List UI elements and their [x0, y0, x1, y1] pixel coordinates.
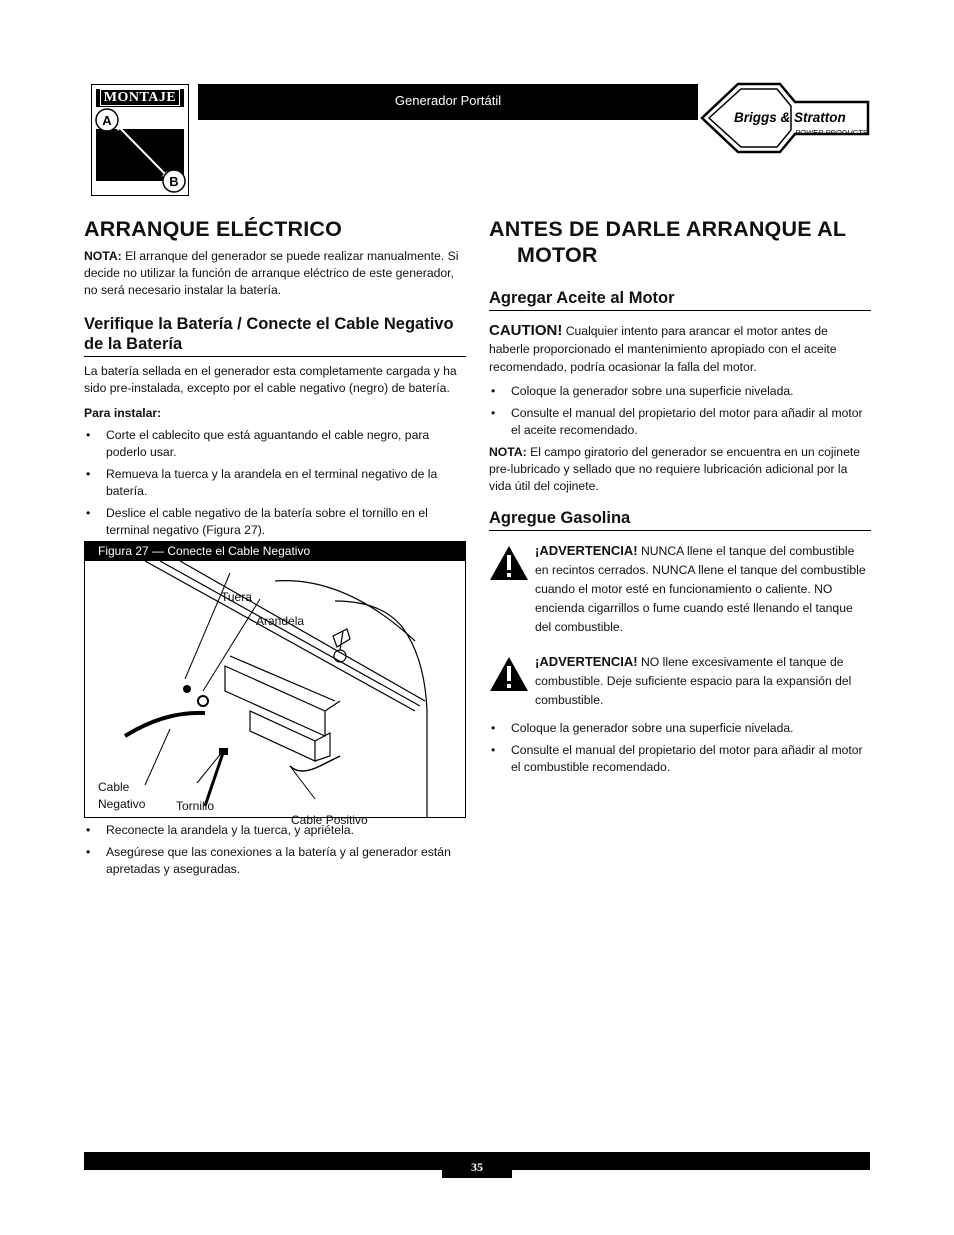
logo-brand: Briggs & Stratton	[734, 110, 846, 125]
battery-intro: La batería sellada en el generador esta completamente cargada y ha sido pre-instalada, excepto por el cable negativo (negro) de batería.	[84, 364, 457, 395]
note-text: El arranque del generador se puede realizar manualmente. Si decide no utilizar la función de arranque eléctrico de este generador, no será necesario instalar la batería.	[84, 249, 459, 297]
before-start-heading: ANTES DE DARLE ARRANQUE AL MOTOR	[489, 217, 846, 267]
warning-1-text: NUNCA llene el tanque del combustible en recintos cerrados. NUNCA llene el tanque del combustible cuando el motor esté en funcionamiento o caliente. NO encienda cigarrillos o fume cuando esté llenando el tanque del combustible.	[535, 544, 866, 634]
battery-subheading	[84, 314, 466, 357]
list-item: • Consulte el manual del propietario del motor para añadir al motor el aceite recomendado.	[489, 405, 871, 439]
briggs-stratton-logo	[700, 82, 870, 154]
label-arandela: Arandela	[256, 614, 305, 628]
letter-b: B	[169, 174, 179, 189]
warning-box-2	[489, 652, 871, 710]
label-tornillo: Tornillo	[176, 799, 215, 813]
warning-triangle-icon	[489, 656, 529, 692]
fuel-subheading: Agregue Gasolina	[489, 508, 871, 531]
install-steps	[84, 427, 466, 539]
caution-text: Cualquier intento para arancar el motor antes de haberle proporcionado el mantenimiento apropiado con el aceite recomendado, podría ocasionar la falla del motor.	[489, 324, 837, 374]
warning-2-label: ¡ADVERTENCIA!	[535, 654, 638, 669]
figure-drawing	[84, 561, 466, 827]
oil-note	[489, 444, 871, 495]
figure-caption: Figura 27 — Conecte el Cable Negativo	[84, 541, 466, 561]
oil-steps	[489, 383, 871, 439]
section-badge	[91, 84, 189, 196]
logo-sub: POWER PRODUCTS	[795, 128, 868, 137]
list-item: • Asegúrese que las conexiones a la batería y al generador están apretadas y aseguradas.	[84, 844, 466, 878]
label-cable-negativo-2: Negativo	[98, 797, 146, 811]
list-item: • Reconecte la arandela y la tuerca, y apriétela.	[84, 822, 466, 839]
right-column	[489, 216, 871, 781]
figure-27	[84, 541, 466, 827]
fuel-steps	[489, 720, 871, 776]
label-tuera: Tuera	[221, 590, 252, 604]
warning-1-label: ¡ADVERTENCIA!	[535, 543, 638, 558]
list-item: • Corte el cablecito que está aguantando el cable negro, para poderlo usar.	[84, 427, 466, 461]
warning-2-text: NO llene excesivamente el tanque de combustible. Deje suficiente espacio para la expansión del combustible.	[535, 655, 852, 707]
left-column	[84, 216, 466, 883]
a-to-b-arrow-icon	[91, 84, 189, 196]
list-item: • Coloque la generador sobre una superficie nivelada.	[489, 720, 871, 737]
label-cable-negativo-1: Cable	[98, 780, 130, 794]
note-label: NOTA:	[84, 249, 122, 263]
list-item: • Remueva la tuerca y la arandela en el terminal negativo de la batería.	[84, 466, 466, 500]
letter-a: A	[102, 113, 112, 128]
final-steps	[84, 822, 466, 878]
warning-box-1	[489, 541, 871, 637]
header-title: Generador Portátil	[394, 93, 502, 108]
electric-start-heading: ARRANQUE ELÉCTRICO	[84, 217, 343, 241]
caution-label: CAUTION!	[489, 322, 563, 339]
battery-terminal-illustration	[85, 561, 467, 817]
caution-paragraph	[489, 322, 871, 376]
oil-subheading: Agregar Aceite al Motor	[489, 288, 871, 311]
install-label: Para instalar:	[84, 406, 162, 420]
list-item: • Coloque la generador sobre una superficie nivelada.	[489, 383, 871, 400]
header-bar	[198, 84, 698, 120]
label-cable-positivo: Cable Positivo	[291, 813, 368, 827]
warning-triangle-icon	[489, 545, 529, 581]
page-number: 35	[442, 1152, 512, 1178]
section-tab-label: MONTAJE	[100, 89, 180, 106]
battery-subheading-text: Verifique la Batería / Conecte el Cable Negativo de la Batería	[84, 315, 454, 353]
list-item: • Deslice el cable negativo de la batería sobre el tornillo en el terminal negativo (Figura 27).	[84, 505, 466, 539]
oil-note-label: NOTA:	[489, 445, 527, 459]
note-paragraph	[84, 248, 466, 299]
list-item: • Consulte el manual del propietario del motor para añadir al motor el combustible recomendado.	[489, 742, 871, 776]
oil-note-text: El campo giratorio del generador se encuentra en un cojinete pre-lubricado y sellado que no requiere lubricación adicional por la vida útil del cojinete.	[489, 445, 861, 493]
